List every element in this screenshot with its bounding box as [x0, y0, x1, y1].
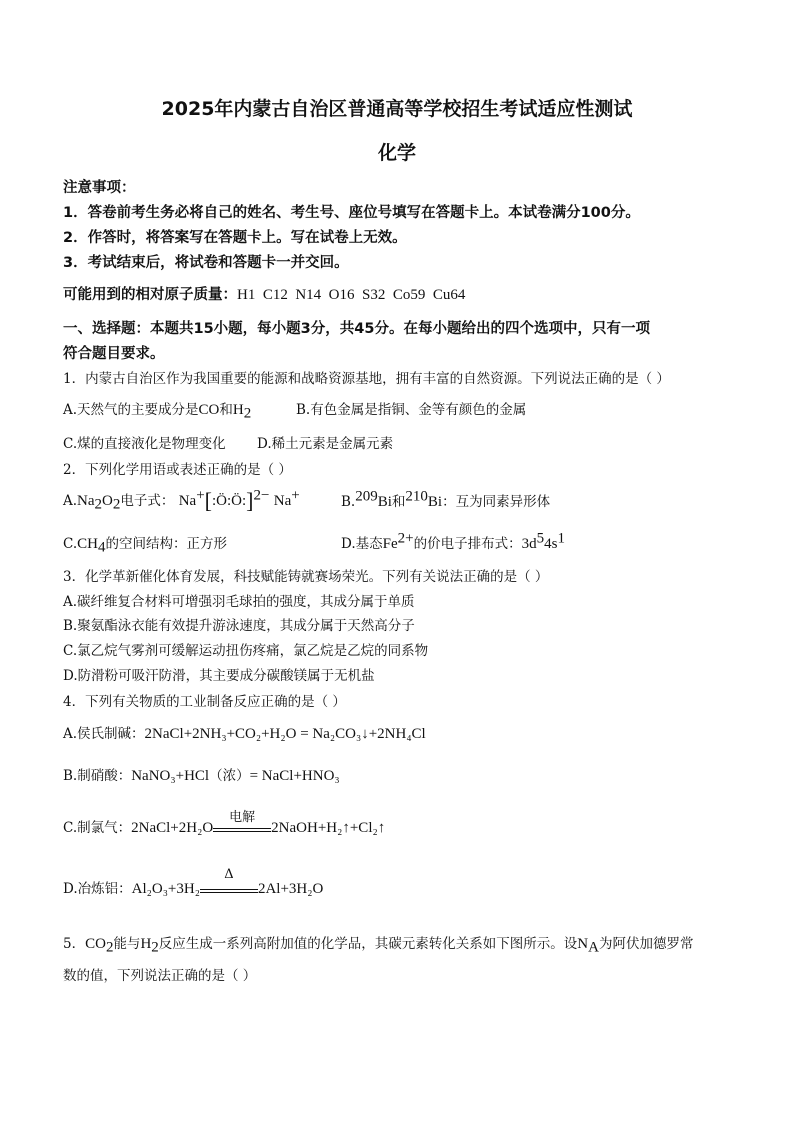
- equation: 2Al+3H₂O: [257, 881, 324, 897]
- equation: 2NaOH+H₂↑+Cl₂↑: [271, 820, 386, 836]
- question-text: 5．: [63, 936, 86, 952]
- option-text: 和: [391, 494, 406, 510]
- subscript: 2: [112, 496, 121, 513]
- formula-fe: Fe: [382, 536, 398, 552]
- electron-dot-structure: :Ö:Ö:: [211, 493, 247, 509]
- formula-h: H: [140, 936, 152, 952]
- option-text: 的空间结构：正方形: [105, 536, 227, 552]
- formula-na: Na: [77, 493, 95, 509]
- formula-o: O: [102, 493, 113, 509]
- electron-dot-na: Na: [178, 493, 197, 509]
- option-text: 电子式：: [120, 493, 175, 509]
- question-3-option-a: A.碳纤维复合材料可增强羽毛球拍的强度，其成分属于单质: [63, 594, 415, 610]
- subject-title: 化学: [377, 142, 416, 164]
- subscript: 2: [94, 496, 103, 513]
- question-5-stem-cont: 数的值，下列说法正确的是（ ）: [63, 968, 257, 984]
- notice-item-1: 1．答卷前考生务必将自己的姓名、考生号、座位号填写在答题卡上。本试卷满分100分。: [63, 205, 640, 221]
- superscript: +: [291, 487, 300, 504]
- question-4-option-d: [63, 866, 324, 898]
- subscript: 2: [105, 939, 114, 956]
- notice-heading: 注意事项：: [63, 180, 136, 196]
- notice-item-3: 3．考试结束后，将试卷和答题卡一并交回。: [63, 255, 349, 271]
- question-1-option-a: [63, 398, 252, 422]
- option-text: 和: [219, 402, 233, 418]
- atomic-mass-line: [63, 283, 465, 304]
- subscript: A: [588, 939, 599, 956]
- superscript: 210: [405, 488, 428, 505]
- reaction-condition-arrow: [200, 866, 258, 893]
- question-1-option-d: D.稀土元素是金属元素: [257, 436, 394, 452]
- question-3-option-b: B.聚氨酯泳衣能有效提升游泳速度，其成分属于天然高分子: [63, 618, 415, 634]
- question-1-stem: 1．内蒙古自治区作为我国重要的能源和战略资源基地，拥有丰富的自然资源。下列说法正确的是（ ）: [63, 371, 670, 387]
- option-text: D.冶炼铝：: [63, 881, 132, 897]
- option-text: 的价电子排布式：: [413, 536, 522, 552]
- question-4-option-b: [63, 764, 340, 785]
- atomic-mass-values: H1 C12 N14 O16 S32 Co59 Cu64: [237, 287, 466, 303]
- formula-co: CO: [198, 402, 220, 418]
- option-text: D.基态: [341, 536, 383, 552]
- question-2-stem: 2．下列化学用语或表述正确的是（ ）: [63, 462, 292, 478]
- option-text: （浓）: [209, 768, 250, 784]
- subscript: 4: [97, 539, 106, 556]
- question-4-stem: 4．下列有关物质的工业制备反应正确的是（ ）: [63, 694, 346, 710]
- question-1-option-c: C.煤的直接液化是物理变化: [63, 436, 226, 452]
- subscript: 2: [243, 405, 252, 422]
- equation: Al₂O₃+3H₂: [131, 881, 200, 897]
- question-3-stem: 3．化学革新催化体育发展，科技赋能铸就赛场荣光。下列有关说法正确的是（ ）: [63, 569, 549, 585]
- electron-dot-na: Na: [273, 493, 292, 509]
- bracket-open-icon: [: [204, 488, 212, 513]
- reaction-condition-arrow: [213, 809, 271, 832]
- option-text: A.: [63, 493, 78, 509]
- subscript: 2: [151, 939, 159, 956]
- formula-co: CO: [85, 936, 106, 952]
- superscript: 1: [557, 530, 565, 547]
- option-text: C.: [63, 536, 78, 552]
- formula-n: N: [577, 936, 589, 952]
- question-text: 为阿伏加德罗常: [598, 936, 694, 952]
- superscript: 5: [536, 530, 545, 547]
- superscript: 209: [355, 488, 378, 505]
- question-5-stem: [63, 932, 694, 956]
- question-text: 能与: [113, 936, 141, 952]
- orbital-3d: 3d: [521, 536, 537, 552]
- superscript: 2+: [397, 530, 414, 547]
- option-text: C.制氯气：: [63, 820, 132, 836]
- equation: = NaCl+HNO₃: [249, 768, 340, 784]
- option-text: B.制硝酸：: [63, 768, 132, 784]
- section1-heading-cont: 符合题目要求。: [63, 346, 165, 362]
- question-4-option-a: [63, 722, 426, 743]
- option-text: ：互为同素异形体: [442, 494, 551, 510]
- orbital-4s: 4s: [544, 536, 558, 552]
- equation: NaNO₃+HCl: [131, 768, 210, 784]
- equation: 2NaCl+2H₂O: [131, 820, 214, 836]
- section1-heading: 一、选择题：本题共15小题，每小题3分，共45分。在每小题给出的四个选项中，只有一项: [63, 321, 650, 337]
- formula-h: H: [232, 402, 244, 418]
- superscript: +: [196, 487, 205, 504]
- question-3-option-c: C.氯乙烷气雾剂可缓解运动扭伤疼痛，氯乙烷是乙烷的同系物: [63, 643, 429, 659]
- formula-ch: CH: [77, 536, 98, 552]
- question-3-option-d: D.防滑粉可吸汗防滑，其主要成分碳酸镁属于无机盐: [63, 668, 375, 684]
- question-text: 反应生成一系列高附加值的化学品，其碳元素转化关系如下图所示。设: [158, 936, 578, 952]
- formula-bi: Bi: [427, 494, 443, 510]
- exam-title: 2025年内蒙古自治区普通高等学校招生考试适应性测试: [161, 98, 633, 120]
- equation: 2NaCl+2NH₃+CO₂+H₂O = Na₂CO₃↓+2NH₄Cl: [144, 726, 426, 742]
- bracket-close-icon: ]: [246, 488, 254, 513]
- superscript: 2−: [253, 487, 270, 504]
- question-2-option-b: [341, 490, 550, 511]
- atomic-mass-label: 可能用到的相对原子质量：: [63, 287, 237, 303]
- question-2-option-c: [63, 532, 227, 556]
- formula-bi: Bi: [377, 494, 392, 510]
- question-2-option-a: [63, 488, 300, 514]
- option-text: A.天然气的主要成分是: [63, 402, 199, 418]
- question-2-option-d: [341, 532, 565, 553]
- reaction-condition: 电解: [229, 809, 256, 825]
- option-text: B.: [341, 494, 356, 510]
- question-1-option-b: B.有色金属是指铜、金等有颜色的金属: [296, 402, 527, 418]
- double-line-icon: [200, 889, 258, 893]
- reaction-condition: Δ: [224, 866, 234, 882]
- double-line-icon: [213, 828, 271, 832]
- option-text: A.侯氏制碱：: [63, 726, 145, 742]
- notice-item-2: 2．作答时，将答案写在答题卡上。写在试卷上无效。: [63, 230, 407, 246]
- question-4-option-c: [63, 809, 386, 837]
